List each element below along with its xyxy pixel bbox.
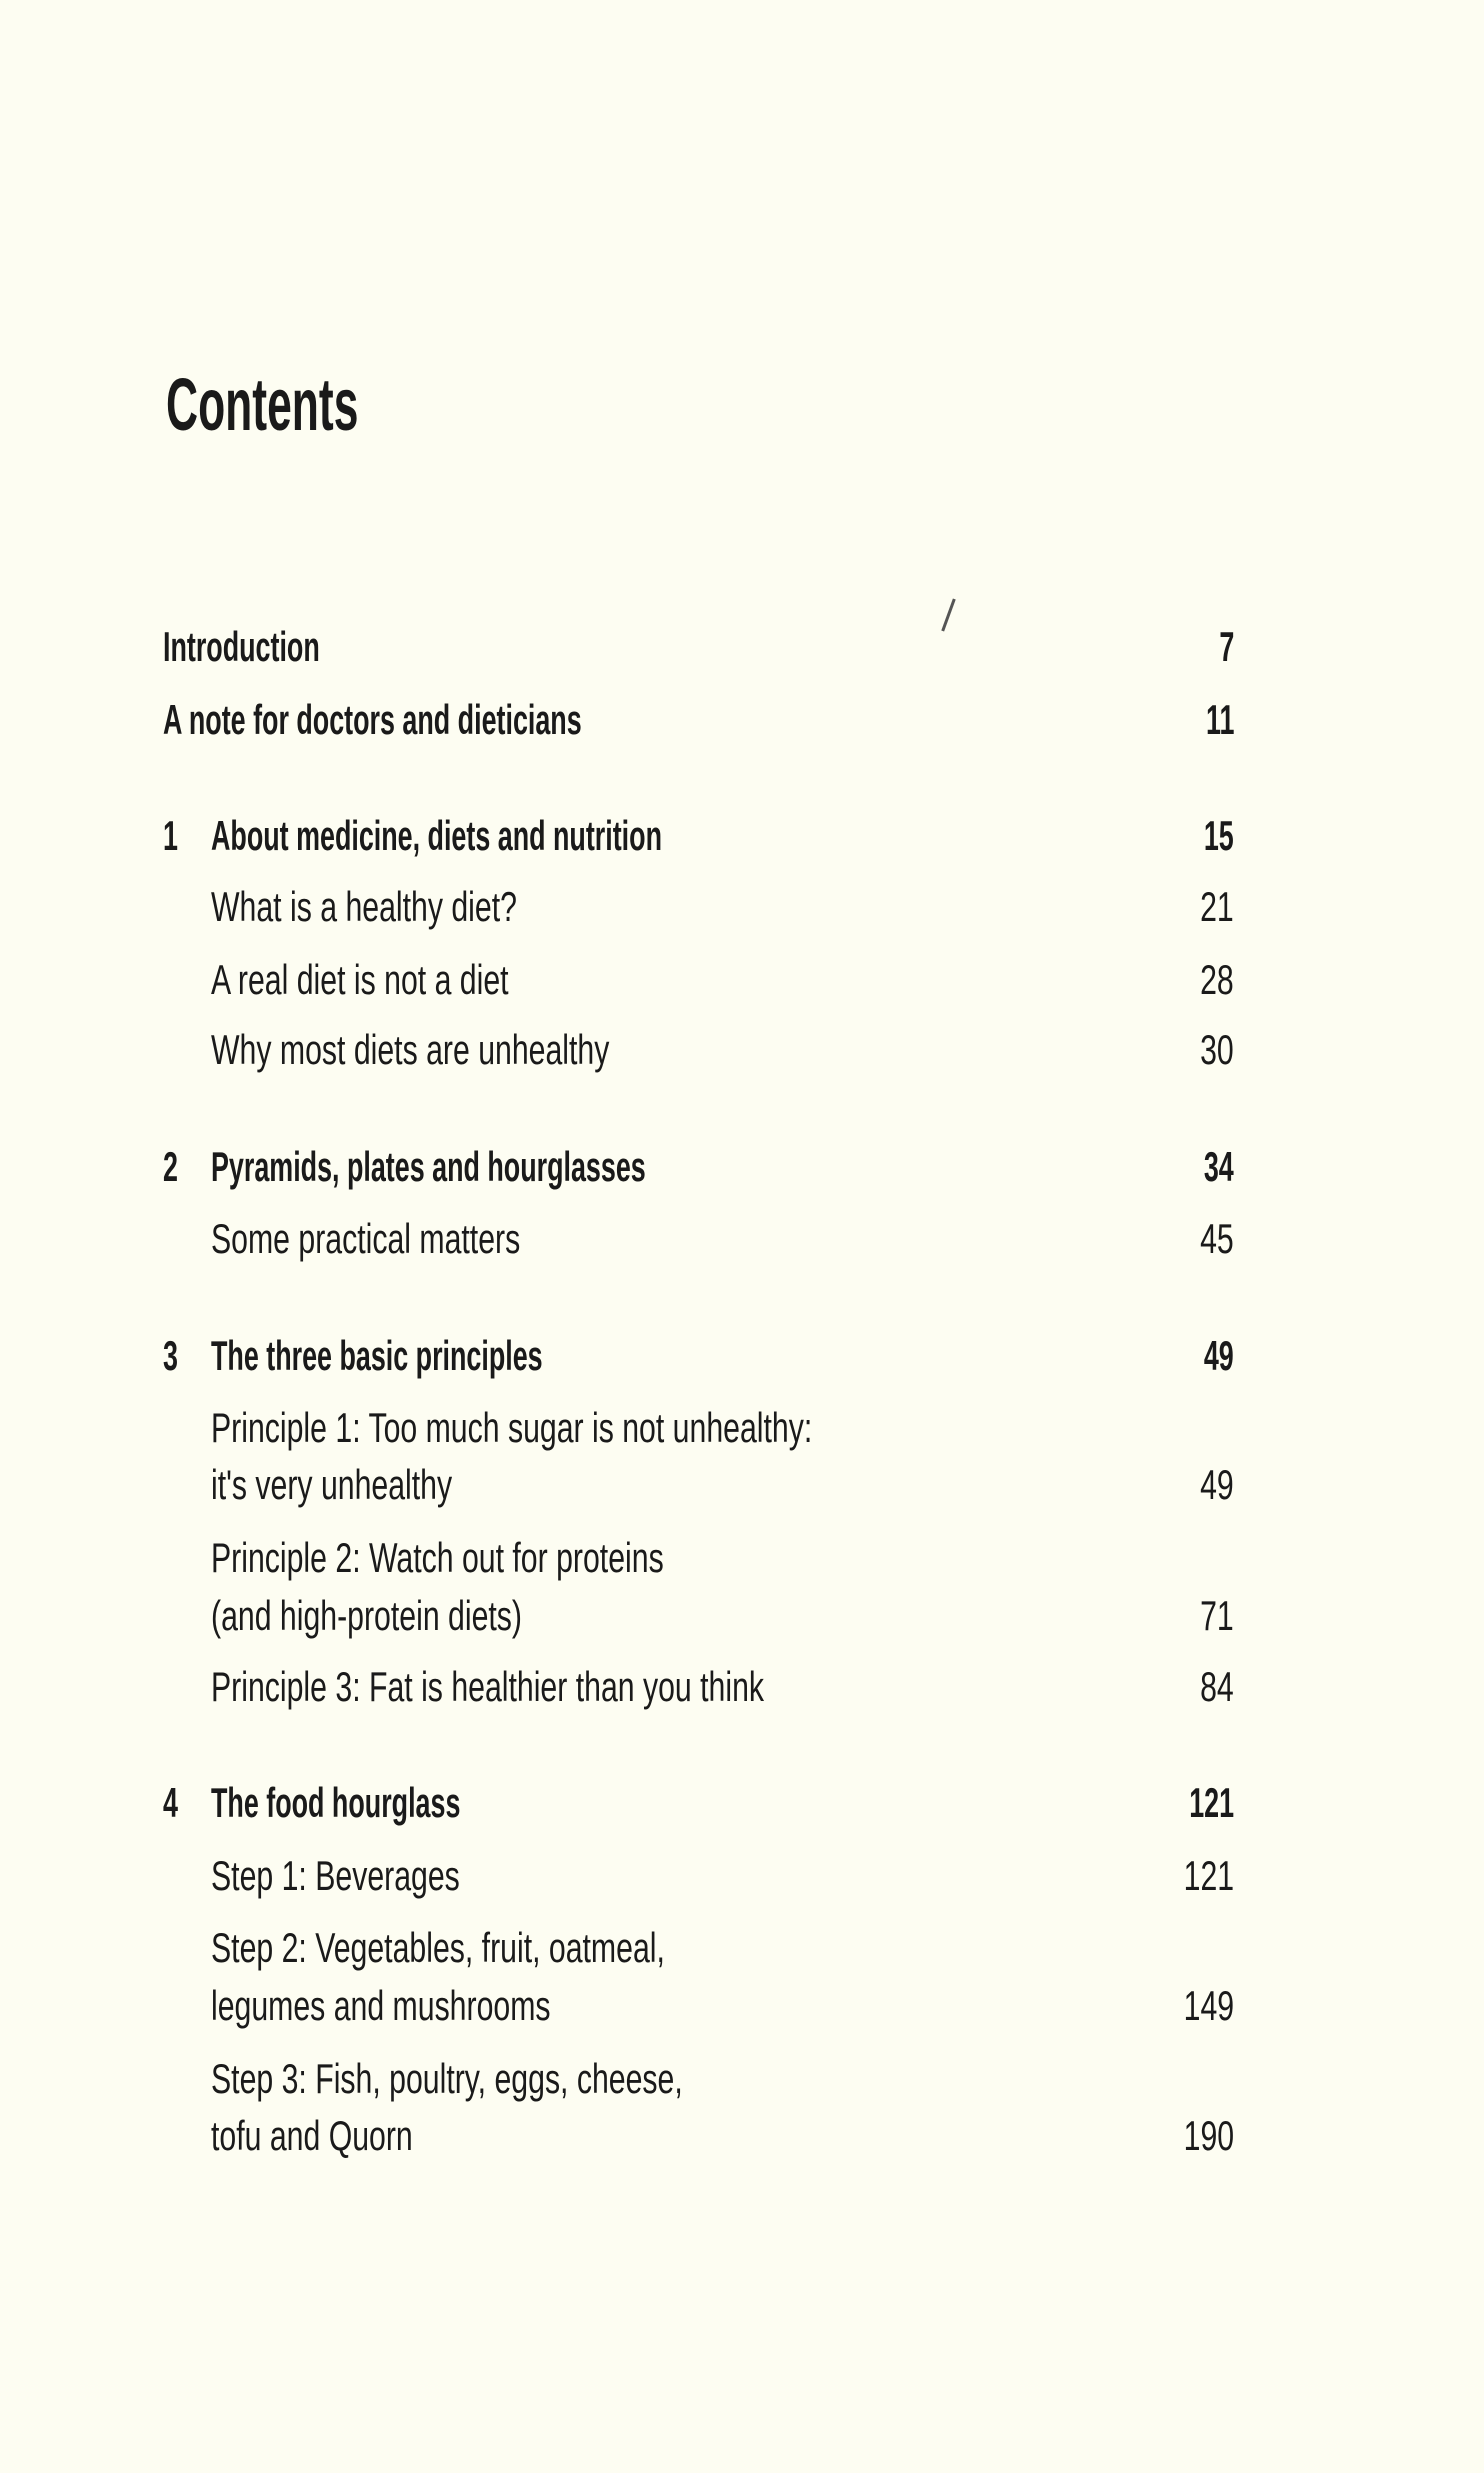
chapter-title: The food hourglass (211, 1779, 461, 1826)
chapter-number: 2 (163, 1143, 178, 1190)
toc-page: 49 (1200, 1461, 1234, 1508)
section-title-continued: (and high-protein diets) (211, 1592, 522, 1639)
toc-entry-introduction: Introduction (163, 623, 320, 670)
toc-page: 190 (1183, 2112, 1234, 2159)
chapter-number: 4 (163, 1779, 178, 1826)
section-title: Principle 3: Fat is healthier than you think (211, 1663, 765, 1710)
chapter-number: 1 (163, 812, 178, 859)
section-title: Step 3: Fish, poultry, eggs, cheese, (211, 2055, 683, 2102)
section-title: A real diet is not a diet (211, 956, 509, 1003)
toc-page: 121 (1189, 1779, 1234, 1826)
section-title: What is a healthy diet? (211, 883, 517, 930)
toc-page: 34 (1204, 1143, 1234, 1190)
toc-page: 49 (1204, 1332, 1234, 1379)
toc-entry-note: A note for doctors and dieticians (163, 696, 582, 743)
toc-page: 71 (1200, 1592, 1234, 1639)
section-title: Step 1: Beverages (211, 1852, 460, 1899)
section-title-continued: it's very unhealthy (211, 1461, 453, 1508)
chapter-number: 3 (163, 1332, 178, 1379)
chapter-title: Pyramids, plates and hourglasses (211, 1143, 646, 1190)
toc-page: 45 (1200, 1215, 1234, 1262)
toc-page: 21 (1200, 883, 1234, 930)
toc-page: 15 (1204, 812, 1234, 859)
toc-page: 11 (1205, 696, 1234, 743)
toc-page: 121 (1183, 1852, 1234, 1899)
chapter-title: The three basic principles (211, 1332, 543, 1379)
toc-page: 7 (1219, 623, 1234, 670)
toc-page: 28 (1200, 956, 1234, 1003)
toc-page: 30 (1200, 1026, 1234, 1073)
section-title-continued: legumes and mushrooms (211, 1982, 551, 2029)
section-title-continued: tofu and Quorn (211, 2112, 413, 2159)
toc-page: 149 (1183, 1982, 1234, 2029)
page-title: Contents (166, 363, 359, 446)
section-title: Step 2: Vegetables, fruit, oatmeal, (211, 1924, 665, 1971)
chapter-title: About medicine, diets and nutrition (211, 812, 662, 859)
section-title: Why most diets are unhealthy (211, 1026, 610, 1073)
pen-mark (941, 599, 955, 632)
section-title: Principle 2: Watch out for proteins (211, 1534, 664, 1581)
section-title: Some practical matters (211, 1215, 521, 1262)
toc-page: 84 (1200, 1663, 1234, 1710)
section-title: Principle 1: Too much sugar is not unhealthy: (211, 1404, 813, 1451)
